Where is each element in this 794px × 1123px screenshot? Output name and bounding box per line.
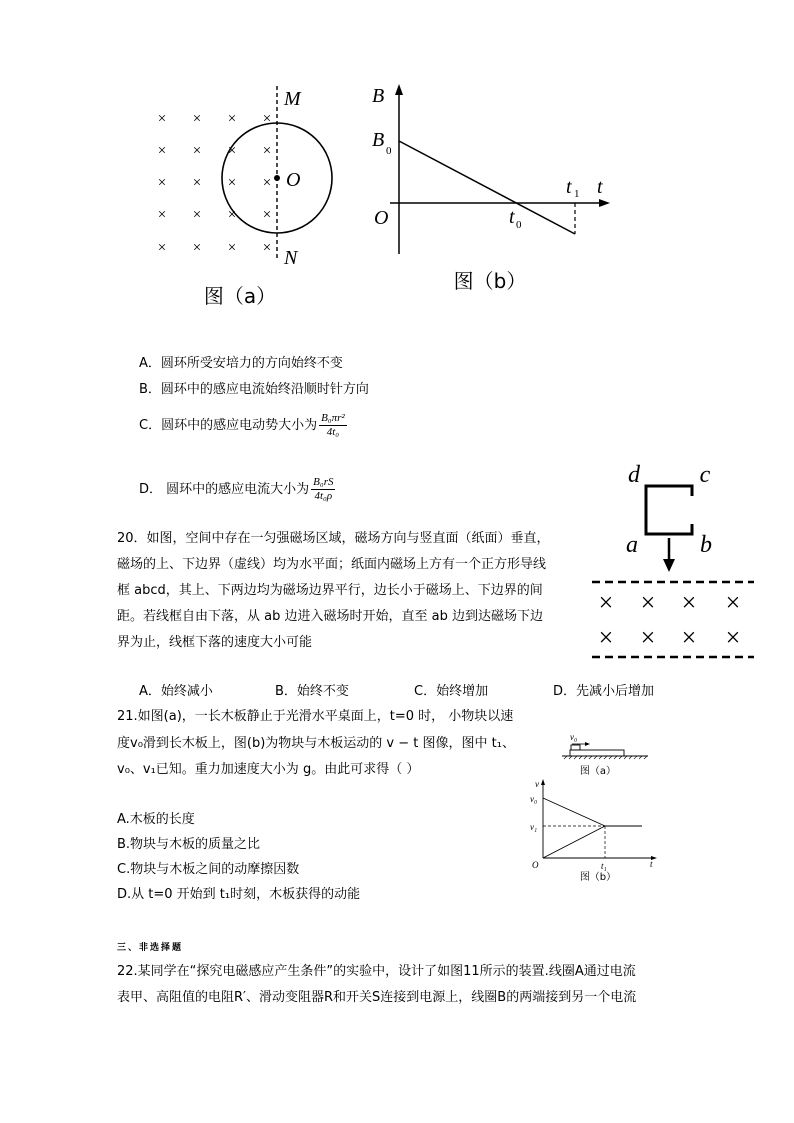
field-cross: ×: [681, 588, 697, 617]
q21-option-a: A.木板的长度: [117, 812, 195, 827]
field-cross: ×: [227, 240, 237, 256]
q22-line1: 22.某同学在“探究电磁感应产生条件”的实验中，设计了如图11所示的装置.线圈A通过电流: [117, 964, 636, 979]
q21-figure-b: [530, 776, 670, 886]
v-axis-arrow: [541, 779, 545, 785]
field-cross: ×: [598, 588, 614, 617]
block-velocity-line: [543, 798, 605, 826]
label-B: B: [372, 85, 385, 107]
label-t: t: [597, 176, 603, 198]
q21-stem-line2: 度v₀滑到长木板上，图(b)为物块与木板运动的 v − t 图像，图中 t₁、: [117, 736, 515, 751]
label-O: O: [532, 860, 539, 870]
magnetic-field-crosses: [158, 111, 271, 256]
q20-option-c: C．始终增加: [414, 684, 489, 699]
field-cross: ×: [227, 207, 237, 223]
label-t1: t₁: [601, 861, 607, 871]
field-cross: ×: [157, 143, 167, 159]
label-t0-sub: 0: [516, 219, 522, 231]
field-cross: ×: [227, 175, 237, 191]
caption-q21-fig-b: 图（b）: [579, 872, 617, 883]
q19-option-b: B．圆环中的感应电流始终沿顺时针方向: [139, 382, 369, 397]
field-cross: ×: [725, 623, 741, 652]
q22-line2: 表甲、高阻值的电阻R′、滑动变阻器R和开关S连接到电源上，线圈B的两端接到另一个电流: [117, 990, 637, 1005]
field-cross: ×: [681, 623, 697, 652]
q21-stem-line3: v₀、v₁已知。重力加速度大小为 g。由此可求得（ ）: [117, 762, 420, 777]
q21-option-b: B.物块与木板的质量之比: [117, 837, 261, 852]
label-N: N: [284, 247, 298, 269]
label-t1-sub: 1: [574, 188, 580, 200]
field-cross: ×: [192, 175, 202, 191]
q21-stem-line1: 21.如图(a)，一长木板静止于光滑水平桌面上，t=0 时， 小物块以速: [117, 709, 514, 724]
label-t: t: [650, 859, 653, 869]
q21-option-d: D.从 t=0 开始到 t₁时刻，木板获得的动能: [117, 887, 361, 902]
label-c: c: [699, 462, 711, 488]
field-cross: ×: [192, 111, 202, 127]
field-cross: ×: [192, 240, 202, 256]
q20-option-b: B．始终不变: [275, 684, 349, 699]
q19-option-a: A．圆环所受安培力的方向始终不变: [139, 356, 343, 371]
q19-option-d-text: D． 圆环中的感应电流大小为: [139, 482, 310, 497]
label-v0: v₀: [530, 794, 538, 804]
long-board: [570, 750, 624, 756]
label-v0: v₀: [570, 732, 578, 742]
wire-frame-abcd: [646, 486, 692, 534]
field-cross: ×: [157, 240, 167, 256]
q20-stem: 20．如图，空间中存在一匀强磁场区域，磁场方向与竖直面（纸面）垂直，磁场的上、下边界（虚线）均为水平面；纸面内磁场上方有一个正方形导线框 abcd，其上、下两边均为磁场边界平行，边长小于磁场上、下边界的间距。若线框自由下落，从 ab 边进入磁场时开始，直至 ab 边到达磁场下边界为止，线框下落的速度大小可能: [117, 531, 550, 650]
label-M: M: [284, 88, 301, 110]
caption-q21-fig-a: 图（a）: [579, 766, 617, 777]
field-cross: ×: [157, 111, 167, 127]
field-cross: ×: [640, 623, 656, 652]
q19-option-c-text: C．圆环中的感应电动势大小为: [139, 418, 318, 433]
b-t-line: [399, 141, 575, 234]
label-O: O: [374, 207, 389, 229]
label-t1: t: [566, 176, 572, 198]
q20-option-a: A．始终减小: [139, 684, 213, 699]
t-axis-arrow: [599, 199, 610, 207]
section-title: 三、非选择题: [117, 943, 184, 953]
q19-option-c-formula: [319, 412, 347, 439]
field-cross: ×: [227, 111, 237, 127]
field-cross: ×: [598, 623, 614, 652]
field-cross: ×: [262, 207, 272, 223]
velocity-arrowhead: [585, 742, 590, 746]
label-a: a: [626, 532, 638, 558]
caption-fig-a: 图（a）: [203, 284, 277, 308]
field-cross: ×: [262, 240, 272, 256]
field-cross: ×: [725, 588, 741, 617]
formula-denominator: 4t₀ρ: [314, 490, 333, 502]
q20-field-crosses: [599, 588, 741, 652]
caption-fig-b: 图（b）: [453, 269, 527, 293]
field-cross: ×: [640, 588, 656, 617]
label-B0-sub: 0: [386, 145, 392, 157]
q19-option-c: [139, 412, 347, 439]
b-axis-arrow: [395, 84, 403, 95]
field-cross: ×: [262, 143, 272, 159]
field-cross: ×: [262, 111, 272, 127]
q20-option-d: D．先减小后增加: [553, 684, 655, 699]
center-point: [274, 175, 280, 181]
formula-numerator: B₀πr²: [321, 412, 345, 424]
field-cross: ×: [262, 175, 272, 191]
formula-denominator: 4t₀: [326, 426, 340, 438]
formula-numerator: B₀rS: [313, 476, 334, 488]
field-cross: ×: [192, 207, 202, 223]
q19-option-d-formula: [311, 476, 335, 503]
figure-b: [360, 78, 620, 298]
fall-arrow-head: [663, 559, 675, 572]
label-v1: v₁: [530, 822, 538, 832]
field-cross: ×: [157, 207, 167, 223]
field-cross: ×: [192, 143, 202, 159]
label-t0: t: [509, 206, 515, 228]
label-b: b: [700, 532, 712, 558]
q20-figure: [588, 458, 758, 663]
label-d: d: [628, 462, 640, 488]
q21-option-c: C.物块与木板之间的动摩擦因数: [117, 862, 300, 877]
small-block: [571, 745, 580, 750]
label-B0: B: [372, 129, 385, 151]
q21-figure-a: [560, 730, 650, 780]
figure-a: [140, 78, 340, 318]
q19-option-d: [139, 476, 335, 503]
label-v: v: [535, 779, 539, 789]
field-cross: ×: [157, 175, 167, 191]
label-O: O: [286, 169, 301, 191]
field-cross: ×: [227, 143, 237, 159]
board-velocity-line: [543, 826, 605, 858]
